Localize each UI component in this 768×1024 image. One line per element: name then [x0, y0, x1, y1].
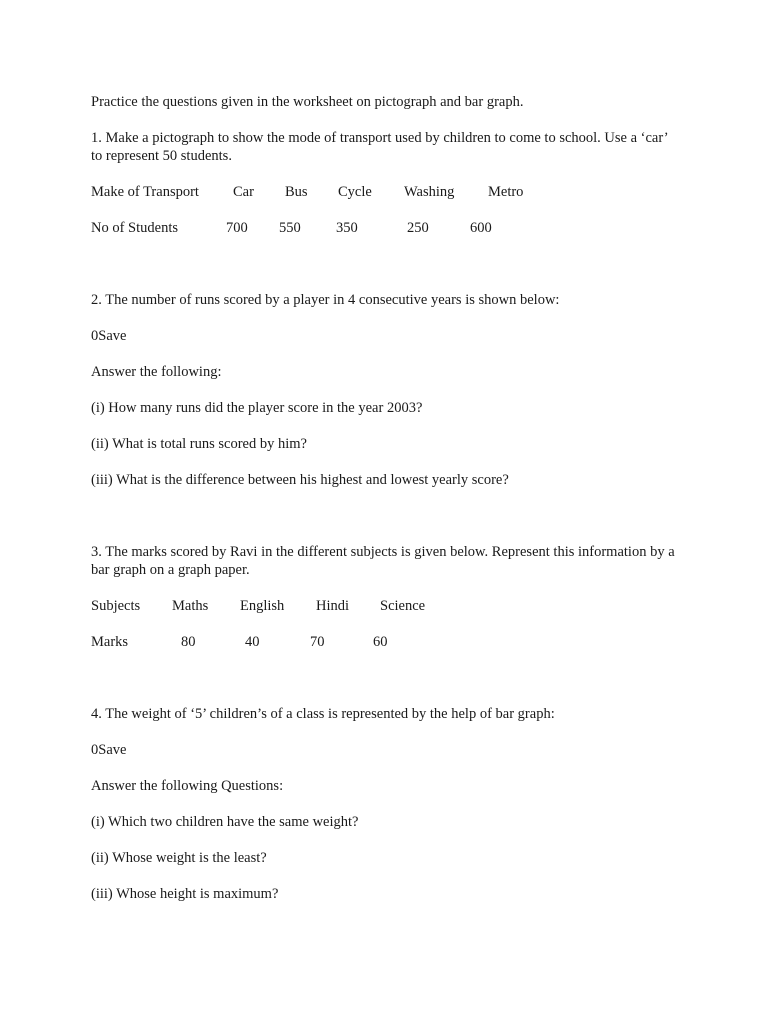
q2-prompt: Answer the following:: [91, 364, 222, 380]
q1-mode-metro: Metro: [488, 184, 524, 200]
q1-text: 1. Make a pictograph to show the mode of transport used by children to come to school. Use a ‘car’ to represent 50 students.: [91, 130, 668, 164]
q1-count-car: 700: [226, 220, 248, 236]
q4-question-2: (ii) Whose weight is the least?: [91, 850, 267, 866]
q1-mode-bus: Bus: [285, 184, 308, 200]
q3-subject-english: English: [240, 598, 285, 614]
q3-text: 3. The marks scored by Ravi in the different subjects is given below. Represent this information by a bar graph on a graph paper.: [91, 544, 675, 578]
q3-subject-maths: Maths: [172, 598, 209, 614]
q4-text: 4. The weight of ‘5’ children’s of a class is represented by the help of bar graph:: [91, 706, 555, 722]
q1-mode-washing: Washing: [404, 184, 455, 200]
q3-subject-hindi: Hindi: [316, 598, 350, 614]
intro-text: Practice the questions given in the worksheet on pictograph and bar graph.: [91, 94, 524, 110]
q1-mode-cycle: Cycle: [338, 184, 372, 200]
q4-prompt: Answer the following Questions:: [91, 778, 284, 794]
q4-question-1: (i) Which two children have the same weight?: [91, 814, 359, 830]
q1-header-label: Make of Transport: [91, 184, 199, 200]
q4-save-link[interactable]: 0Save: [91, 742, 127, 758]
q1-count-washing: 250: [407, 220, 429, 236]
q2-question-3: (iii) What is the difference between his highest and lowest yearly score?: [91, 472, 509, 488]
q1-row-label: No of Students: [91, 220, 178, 236]
q1-count-metro: 600: [470, 220, 492, 236]
q1-mode-car: Car: [233, 184, 254, 200]
q3-mark-science: 60: [373, 634, 388, 650]
q3-mark-hindi: 70: [310, 634, 325, 650]
q4-question-3: (iii) Whose height is maximum?: [91, 886, 279, 902]
q2-question-1: (i) How many runs did the player score in the year 2003?: [91, 400, 423, 416]
q3-row-label: Marks: [91, 634, 129, 650]
q2-question-2: (ii) What is total runs scored by him?: [91, 436, 307, 452]
q3-header-label: Subjects: [91, 598, 141, 614]
q2-save-link[interactable]: 0Save: [91, 328, 127, 344]
q2-text: 2. The number of runs scored by a player in 4 consecutive years is shown below:: [91, 292, 560, 308]
q3-mark-maths: 80: [181, 634, 196, 650]
q3-mark-english: 40: [245, 634, 260, 650]
q3-subject-science: Science: [380, 598, 426, 614]
q1-count-bus: 550: [279, 220, 301, 236]
q1-count-cycle: 350: [336, 220, 358, 236]
